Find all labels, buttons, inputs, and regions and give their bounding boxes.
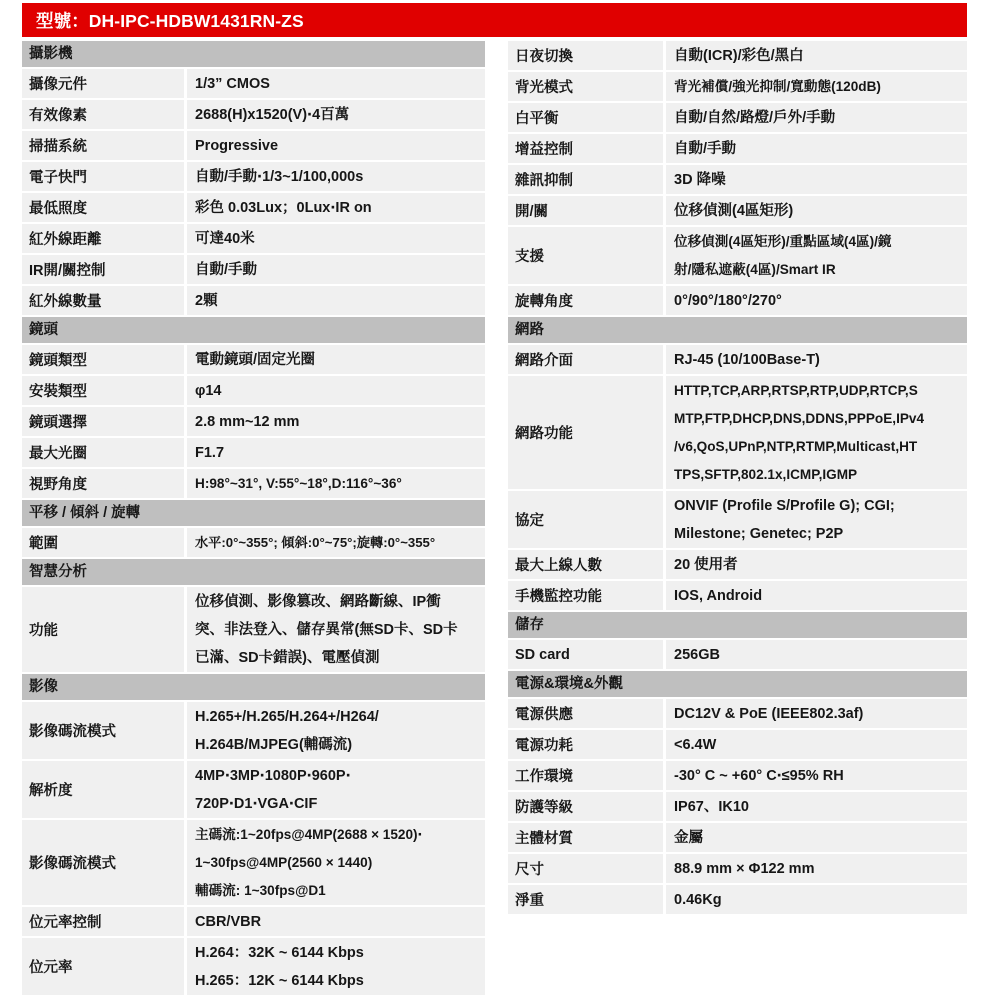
spec-row-工作環境 bbox=[508, 761, 967, 790]
spec-label: 日夜切換 bbox=[508, 41, 663, 70]
spec-row-防護等級 bbox=[508, 792, 967, 821]
spec-label: 最低照度 bbox=[22, 193, 184, 222]
section-header-平移-傾斜-旋轉: 平移 / 傾斜 / 旋轉 bbox=[22, 500, 485, 526]
spec-value-line: CBR/VBR bbox=[195, 913, 262, 930]
spec-row-網路功能 bbox=[508, 376, 967, 489]
section-header-攝影機: 攝影機 bbox=[22, 41, 485, 67]
spec-label: 防護等級 bbox=[508, 792, 663, 821]
spec-value bbox=[187, 193, 485, 222]
spec-value bbox=[666, 196, 967, 225]
spec-value-line: <6.4W bbox=[674, 736, 717, 753]
spec-label: 影像碼流模式 bbox=[22, 702, 184, 759]
spec-value bbox=[187, 224, 485, 253]
spec-value-line: 金屬 bbox=[674, 829, 703, 846]
spec-value-line: -30° C ~ +60° C‧≤95% RH bbox=[674, 767, 844, 784]
spec-value-line: 20 使用者 bbox=[674, 556, 738, 573]
spec-row-協定 bbox=[508, 491, 967, 548]
spec-row-電源功耗 bbox=[508, 730, 967, 759]
spec-value-line: HTTP,TCP,ARP,RTSP,RTP,UDP,RTCP,S bbox=[674, 382, 918, 398]
spec-value-line: IP67、IK10 bbox=[674, 798, 749, 815]
spec-row-日夜切換 bbox=[508, 41, 967, 70]
spec-label: 安裝類型 bbox=[22, 376, 184, 405]
spec-value-line: 突、非法登入、儲存異常(無SD卡、SD卡 bbox=[195, 621, 458, 638]
spec-value bbox=[187, 528, 485, 557]
spec-row-增益控制 bbox=[508, 134, 967, 163]
spec-row-淨重 bbox=[508, 885, 967, 914]
spec-value bbox=[666, 823, 967, 852]
spec-row-最低照度 bbox=[22, 193, 485, 222]
spec-value-line: DC12V & PoE (IEEE802.3af) bbox=[674, 705, 864, 722]
spec-label: 開/關 bbox=[508, 196, 663, 225]
spec-row-旋轉角度 bbox=[508, 286, 967, 315]
spec-row-背光模式 bbox=[508, 72, 967, 101]
spec-value-line: MTP,FTP,DHCP,DNS,DDNS,PPPoE,IPv4 bbox=[674, 410, 925, 426]
spec-value-line: 2顆 bbox=[195, 292, 218, 309]
spec-value bbox=[666, 227, 967, 284]
spec-value-line: 自動/手動‧1/3~1/100,000s bbox=[195, 168, 364, 185]
spec-column-right bbox=[508, 41, 967, 916]
spec-row-支援 bbox=[508, 227, 967, 284]
spec-value-line: 256GB bbox=[674, 646, 720, 663]
spec-value-line: 4MP‧3MP‧1080P‧960P‧ bbox=[195, 767, 351, 784]
spec-value-line: 位移偵測、影像篡改、網路斷線、IP衝 bbox=[195, 593, 441, 610]
spec-value bbox=[666, 854, 967, 883]
spec-label: 電源供應 bbox=[508, 699, 663, 728]
spec-value bbox=[666, 640, 967, 669]
spec-value-line: 自動/自然/路燈/戶外/手動 bbox=[674, 109, 836, 126]
spec-label: 攝像元件 bbox=[22, 69, 184, 98]
spec-value-line: H.265+/H.265/H.264+/H264/ bbox=[195, 708, 379, 725]
section-header-智慧分析: 智慧分析 bbox=[22, 559, 485, 585]
spec-value bbox=[187, 469, 485, 498]
spec-value-line: IOS, Android bbox=[674, 587, 763, 604]
section-header-影像: 影像 bbox=[22, 674, 485, 700]
section-header-儲存: 儲存 bbox=[508, 612, 967, 638]
spec-label: 位元率控制 bbox=[22, 907, 184, 936]
spec-label: 協定 bbox=[508, 491, 663, 548]
spec-value-line: 3D 降噪 bbox=[674, 171, 726, 188]
spec-value bbox=[187, 407, 485, 436]
spec-label: 支援 bbox=[508, 227, 663, 284]
spec-label: 紅外線數量 bbox=[22, 286, 184, 315]
spec-value bbox=[666, 761, 967, 790]
spec-row-手機監控功能 bbox=[508, 581, 967, 610]
spec-value bbox=[187, 438, 485, 467]
spec-label: 功能 bbox=[22, 587, 184, 672]
spec-row-白平衡 bbox=[508, 103, 967, 132]
spec-value-line: Milestone; Genetec; P2P bbox=[674, 525, 844, 542]
spec-row-鏡頭選擇 bbox=[22, 407, 485, 436]
spec-value-line: H.265：12K ~ 6144 Kbps bbox=[195, 972, 364, 989]
spec-row-網路介面 bbox=[508, 345, 967, 374]
spec-value bbox=[187, 69, 485, 98]
spec-value-line: 0°/90°/180°/270° bbox=[674, 292, 782, 309]
spec-value bbox=[187, 162, 485, 191]
spec-value-line: 1~30fps@4MP(2560 × 1440) bbox=[195, 854, 373, 870]
spec-value-line: 自動(ICR)/彩色/黑白 bbox=[674, 47, 804, 64]
spec-row-視野角度 bbox=[22, 469, 485, 498]
spec-label: 鏡頭類型 bbox=[22, 345, 184, 374]
spec-value-line: 射/隱私遮蔽(4區)/Smart IR bbox=[674, 261, 836, 277]
spec-value bbox=[187, 376, 485, 405]
section-header-電源-環境-外觀: 電源&環境&外觀 bbox=[508, 671, 967, 697]
spec-value bbox=[666, 286, 967, 315]
spec-value bbox=[666, 345, 967, 374]
spec-value bbox=[666, 72, 967, 101]
spec-row-主體材質 bbox=[508, 823, 967, 852]
spec-value-line: Progressive bbox=[195, 137, 279, 154]
spec-row-攝像元件 bbox=[22, 69, 485, 98]
spec-label: 有效像素 bbox=[22, 100, 184, 129]
spec-value-line: 1/3” CMOS bbox=[195, 75, 270, 92]
spec-value bbox=[187, 100, 485, 129]
spec-value-line: ONVIF (Profile S/Profile G); CGI; bbox=[674, 497, 895, 514]
spec-label: 最大光圈 bbox=[22, 438, 184, 467]
spec-row-影像碼流模式 bbox=[22, 702, 485, 759]
spec-value bbox=[666, 792, 967, 821]
spec-row-解析度 bbox=[22, 761, 485, 818]
spec-value bbox=[666, 550, 967, 579]
spec-row-位元率 bbox=[22, 938, 485, 995]
spec-value-line: 可達40米 bbox=[195, 230, 255, 247]
spec-label: 電源功耗 bbox=[508, 730, 663, 759]
spec-row-有效像素 bbox=[22, 100, 485, 129]
spec-label: 淨重 bbox=[508, 885, 663, 914]
spec-label: 增益控制 bbox=[508, 134, 663, 163]
spec-value-line: 88.9 mm × Φ122 mm bbox=[674, 860, 815, 877]
spec-value-line: H.264B/MJPEG(輔碼流) bbox=[195, 736, 353, 753]
spec-label: 旋轉角度 bbox=[508, 286, 663, 315]
spec-value-line: F1.7 bbox=[195, 444, 225, 461]
spec-label: IR開/關控制 bbox=[22, 255, 184, 284]
spec-value-line: 自動/手動 bbox=[674, 140, 737, 157]
spec-value bbox=[187, 702, 485, 759]
spec-value-line: 彩色 0.03Lux；0Lux‧IR on bbox=[195, 199, 372, 216]
spec-value-line: 2.8 mm~12 mm bbox=[195, 413, 300, 430]
spec-value-line: 位移偵測(4區矩形) bbox=[674, 202, 794, 219]
spec-value bbox=[666, 41, 967, 70]
spec-value bbox=[187, 131, 485, 160]
spec-label: 尺寸 bbox=[508, 854, 663, 883]
spec-value-line: 主碼流:1~20fps@4MP(2688 × 1520)‧ bbox=[195, 826, 423, 842]
spec-value bbox=[666, 581, 967, 610]
spec-label: 工作環境 bbox=[508, 761, 663, 790]
spec-row-sd-card bbox=[508, 640, 967, 669]
spec-value bbox=[187, 345, 485, 374]
spec-value-line: 0.46Kg bbox=[674, 891, 722, 908]
spec-value-line: 自動/手動 bbox=[195, 261, 258, 278]
spec-value-line: 已滿、SD卡錯誤)、電壓偵測 bbox=[195, 649, 380, 666]
model-banner bbox=[22, 3, 967, 37]
spec-row-鏡頭類型 bbox=[22, 345, 485, 374]
spec-value bbox=[187, 761, 485, 818]
spec-value bbox=[187, 938, 485, 995]
spec-row-ir開-關控制 bbox=[22, 255, 485, 284]
spec-value bbox=[187, 587, 485, 672]
spec-value bbox=[666, 885, 967, 914]
spec-label: 網路功能 bbox=[508, 376, 663, 489]
spec-row-開-關 bbox=[508, 196, 967, 225]
spec-value-line: 電動鏡頭/固定光圈 bbox=[195, 351, 316, 368]
spec-row-位元率控制 bbox=[22, 907, 485, 936]
spec-value-line: φ14 bbox=[195, 382, 222, 399]
spec-value bbox=[187, 820, 485, 905]
spec-row-安裝類型 bbox=[22, 376, 485, 405]
spec-value-line: /v6,QoS,UPnP,NTP,RTMP,Multicast,HT bbox=[674, 438, 918, 454]
spec-row-功能 bbox=[22, 587, 485, 672]
spec-value bbox=[187, 907, 485, 936]
spec-label: 背光模式 bbox=[508, 72, 663, 101]
spec-value-line: 背光補償/強光抑制/寬動態(120dB) bbox=[674, 78, 881, 94]
model-number-text: 型號：DH-IPC-HDBW1431RN-ZS bbox=[36, 10, 304, 31]
spec-value bbox=[666, 491, 967, 548]
spec-row-最大上線人數 bbox=[508, 550, 967, 579]
spec-value-line: 720P‧D1‧VGA‧CIF bbox=[195, 795, 318, 812]
spec-label: SD card bbox=[508, 640, 663, 669]
spec-value bbox=[187, 255, 485, 284]
spec-label: 影像碼流模式 bbox=[22, 820, 184, 905]
spec-value-line: TPS,SFTP,802.1x,ICMP,IGMP bbox=[674, 466, 858, 482]
spec-column-left bbox=[22, 41, 485, 997]
section-header-鏡頭: 鏡頭 bbox=[22, 317, 485, 343]
spec-row-影像碼流模式 bbox=[22, 820, 485, 905]
spec-row-最大光圈 bbox=[22, 438, 485, 467]
spec-value bbox=[666, 699, 967, 728]
spec-label: 解析度 bbox=[22, 761, 184, 818]
spec-label: 白平衡 bbox=[508, 103, 663, 132]
spec-value-line: 水平:0°~355°; 傾斜:0°~75°;旋轉:0°~355° bbox=[195, 534, 436, 550]
spec-value-line: RJ-45 (10/100Base-T) bbox=[674, 351, 820, 368]
spec-label: 範圍 bbox=[22, 528, 184, 557]
spec-value bbox=[666, 165, 967, 194]
spec-value bbox=[666, 103, 967, 132]
spec-value bbox=[187, 286, 485, 315]
section-header-網路: 網路 bbox=[508, 317, 967, 343]
spec-row-紅外線距離 bbox=[22, 224, 485, 253]
spec-label: 網路介面 bbox=[508, 345, 663, 374]
spec-label: 手機監控功能 bbox=[508, 581, 663, 610]
spec-row-掃描系統 bbox=[22, 131, 485, 160]
spec-label: 位元率 bbox=[22, 938, 184, 995]
spec-row-雜訊抑制 bbox=[508, 165, 967, 194]
spec-value bbox=[666, 730, 967, 759]
spec-row-紅外線數量 bbox=[22, 286, 485, 315]
spec-label: 雜訊抑制 bbox=[508, 165, 663, 194]
spec-label: 紅外線距離 bbox=[22, 224, 184, 253]
spec-row-電子快門 bbox=[22, 162, 485, 191]
spec-label: 主體材質 bbox=[508, 823, 663, 852]
spec-value-line: H.264：32K ~ 6144 Kbps bbox=[195, 944, 364, 961]
spec-label: 最大上線人數 bbox=[508, 550, 663, 579]
spec-row-尺寸 bbox=[508, 854, 967, 883]
spec-label: 電子快門 bbox=[22, 162, 184, 191]
spec-value-line: 輔碼流: 1~30fps@D1 bbox=[195, 882, 326, 898]
spec-label: 鏡頭選擇 bbox=[22, 407, 184, 436]
spec-value-line: 位移偵測(4區矩形)/重點區域(4區)/鏡 bbox=[674, 233, 892, 249]
spec-label: 視野角度 bbox=[22, 469, 184, 498]
spec-value-line: 2688(H)x1520(V)‧4百萬 bbox=[195, 106, 350, 123]
spec-row-範圍 bbox=[22, 528, 485, 557]
spec-value bbox=[666, 376, 967, 489]
spec-row-電源供應 bbox=[508, 699, 967, 728]
spec-label: 掃描系統 bbox=[22, 131, 184, 160]
spec-value bbox=[666, 134, 967, 163]
spec-value-line: H:98°~31°, V:55°~18°,D:116°~36° bbox=[195, 475, 402, 491]
